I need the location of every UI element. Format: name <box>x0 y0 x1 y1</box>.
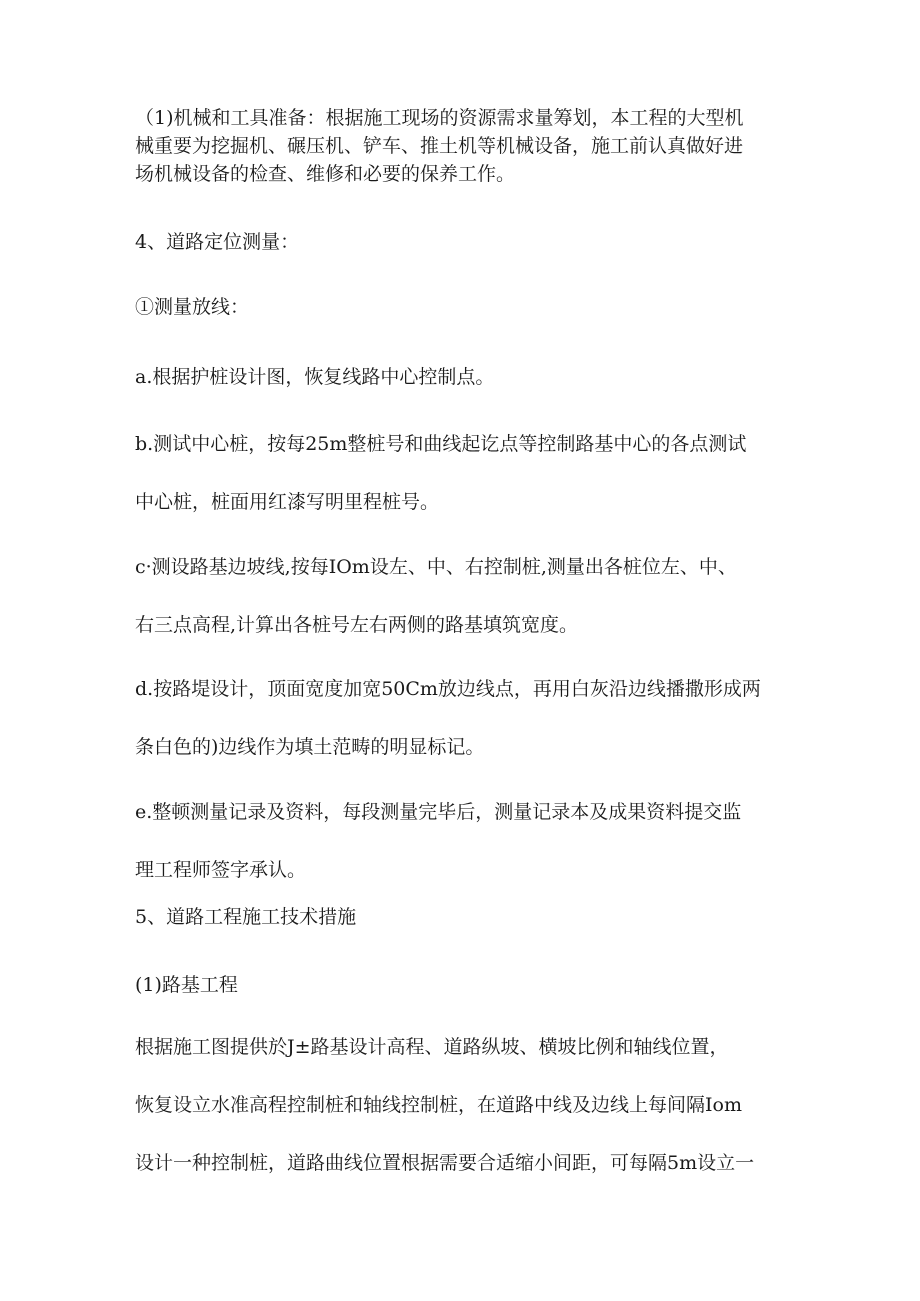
text-line: e.整顿测量记录及资料，每段测量完毕后，测量记录本及成果资料提交监 <box>135 801 742 823</box>
text-line: 条白色的)边线作为填土范畴的明显标记。 <box>135 736 485 758</box>
paragraph-item-c <box>135 538 785 654</box>
text-line: 设计一种控制桩，道路曲线位置根据需要合适缩小间距，可每隔5m设立一 <box>135 1152 755 1174</box>
text-line: （1)机械和工具准备：根据施工现场的资源需求量筹划，本工程的大型机 <box>135 107 744 129</box>
paragraph-item-b <box>135 415 785 531</box>
heading-road-positioning-survey <box>135 228 785 256</box>
text-line: a.根据护桩设计图，恢复线路中心控制点。 <box>135 366 495 388</box>
heading-road-construction-measures <box>135 903 785 931</box>
heading-subgrade-works <box>135 971 785 999</box>
paragraph-machinery-preparation <box>135 104 785 188</box>
text-line: 中心桩，桩面用红漆写明里程桩号。 <box>135 491 440 513</box>
text-line: 理工程师签字承认。 <box>135 859 307 881</box>
text-line: ①测量放线： <box>135 296 250 318</box>
text-line: d.按路堤设计，顶面宽度加宽50Cm放边线点，再用白灰沿边线播撒形成两 <box>135 678 761 700</box>
text-line: 5、道路工程施工技术措施 <box>135 906 357 928</box>
text-line: 右三点高程,计算出各桩号左右两侧的路基填筑宽度。 <box>135 614 579 636</box>
heading-survey-layout <box>135 293 785 321</box>
text-line: c·测设路基边坡线,按每IOm设左、中、右控制桩,测量出各桩位左、中、 <box>135 556 737 578</box>
paragraph-item-e <box>135 783 785 899</box>
text-line: 4、道路定位测量： <box>135 231 300 253</box>
text-line: 根据施工图提供於J±路基设计高程、道路纵坡、横坡比例和轴线位置， <box>135 1036 729 1058</box>
paragraph-item-d <box>135 660 785 776</box>
paragraph-subgrade-control <box>135 1018 785 1192</box>
text-line: 场机械设备的检查、维修和必要的保养工作。 <box>135 163 516 185</box>
paragraph-item-a <box>135 363 785 391</box>
text-line: 恢复设立水准高程控制桩和轴线控制桩，在道路中线及边线上每间隔Iom <box>135 1094 742 1116</box>
text-line: 械重要为挖掘机、碾压机、铲车、推土机等机械设备，施工前认真做好进 <box>135 135 744 157</box>
text-line: (1)路基工程 <box>135 974 238 996</box>
text-line: b.测试中心桩，按每25m整桩号和曲线起讫点等控制路基中心的各点测试 <box>135 433 747 455</box>
